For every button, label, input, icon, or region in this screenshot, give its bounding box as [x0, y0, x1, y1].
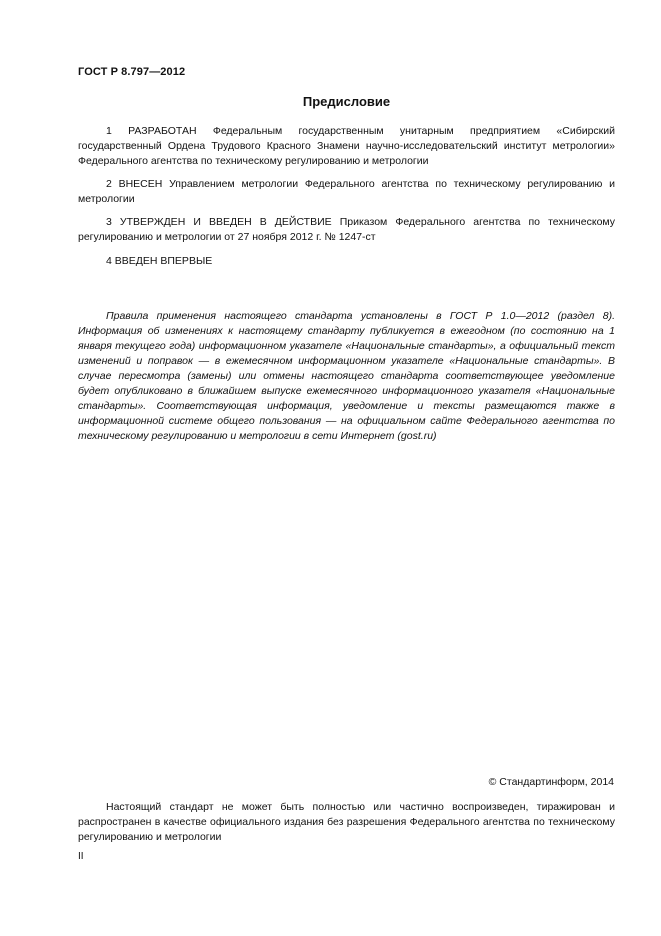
copyright: © Стандартинформ, 2014: [488, 776, 614, 788]
item-1: 1 РАЗРАБОТАН Федеральным государственным унитарным предприятием «Сибирский государственный Ордена Трудового Красного Знамени научно-исследовательский институт метрологии» Федерального агентства по техническому регулированию и метрологии: [78, 125, 615, 167]
item-3: 3 УТВЕРЖДЕН И ВВЕДЕН В ДЕЙСТВИЕ Приказом Федерального агентства по техническому регулированию и метрологии от 27 ноября 2012 г. № 1247-ст: [78, 216, 615, 243]
standard-code: ГОСТ Р 8.797—2012: [78, 66, 186, 78]
notice-paragraph: Правила применения настоящего стандарта установлены в ГОСТ Р 1.0—2012 (раздел 8). Информация об изменениях к настоящему стандарту публикуется в ежегодном (по состоянию на 1 января текущего года) информационном указателе «Национальные стандарты», а официальный текст изменений и поправок — в ежемесячном информационном указателе «Национальные стандарты». В случае пересмотра (замены) или отмены настоящего стандарта соответствующее уведомление будет опубликовано в ближайшем выпуске ежемесячного информационного указателя «Национальные стандарты». Соответствующая информация, уведомление и тексты размещаются также в информационной системе общего пользования — на официальном сайте Федерального агентства по техническому регулированию и метрологии в сети Интернет (gost.ru): [78, 310, 615, 442]
item-2: 2 ВНЕСЕН Управлением метрологии Федерального агентства по техническому регулированию и метрологии: [78, 178, 615, 205]
section-title: Предисловие: [302, 94, 391, 109]
page-number: II: [78, 851, 84, 862]
reproduction-notice: Настоящий стандарт не может быть полностью или частично воспроизведен, тиражирован и распространен в качестве официального издания без разрешения Федерального агентства по техническому регулированию и метрологии: [78, 801, 615, 843]
item-4: 4 ВВЕДЕН ВПЕРВЫЕ: [106, 255, 213, 267]
